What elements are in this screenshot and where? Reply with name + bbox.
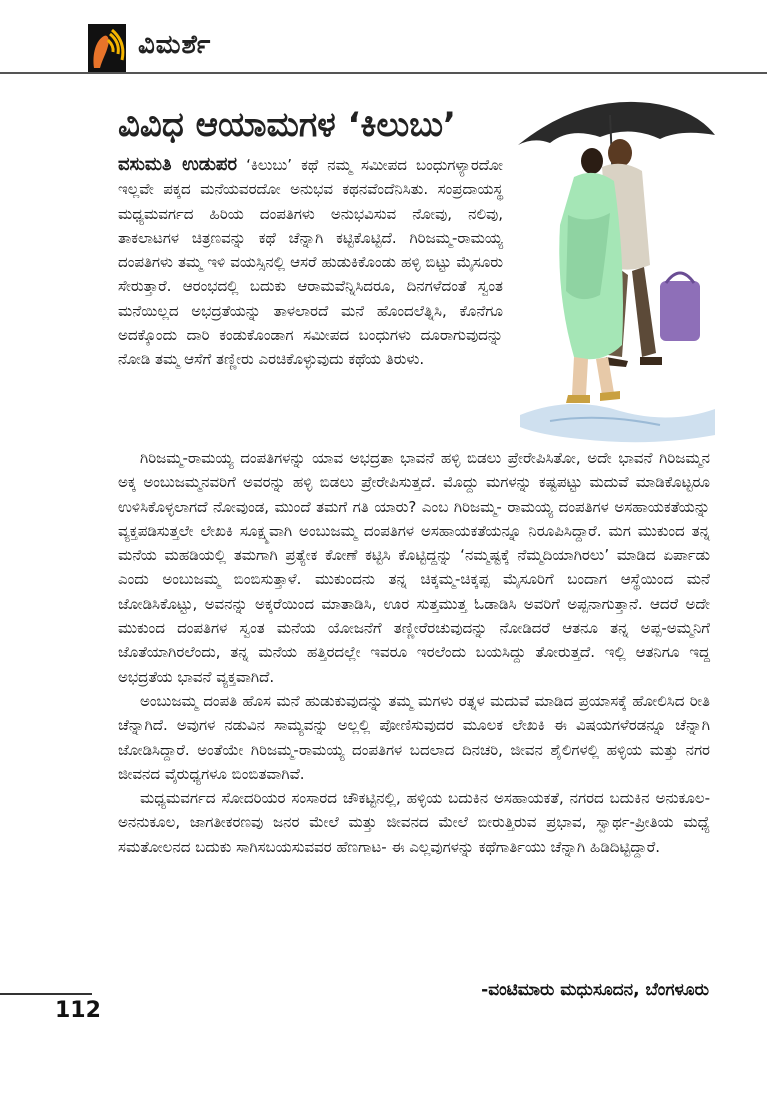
footer-divider (0, 993, 92, 995)
article-paragraph-4: ಮಧ್ಯಮವರ್ಗದ ಸೋದರಿಯರ ಸಂಸಾರದ ಚೌಕಟ್ಟಿನಲ್ಲಿ, ಹಳ್ಳಿಯ ಬದುಕಿನ ಅಸಹಾಯಕತೆ, ನಗರದ ಬದುಕಿನ ಅನುಕೂಲ-ಅನನುಕೂಲ, ಜಾಗತೀಕರಣವು ಜನರ ಮೇಲೆ ಮತ್ತು ಜೀವನದ ಮೇಲೆ ಬೀರುತ್ತಿರುವ ಪ್ರಭಾವ, ಸ್ವಾರ್ಥ-ಪ್ರೀತಿಯ ಮಧ್ಯೆ ಸಮತೋಲನದ ಬದುಕು ಸಾಗಿಸಬಯಸುವವರ ಹೆಣಗಾಟ- ಈ ಎಲ್ಲವುಗಳನ್ನು ಕಥೆಗಾರ್ತಿಯು ಚೆನ್ನಾಗಿ ಹಿಡಿದಿಟ್ಟಿದ್ದಾರೆ. (118, 789, 710, 856)
section-label: ವಿಮರ್ಶೆ (138, 30, 212, 60)
article-paragraph-2 (118, 446, 710, 689)
header-divider (0, 72, 767, 74)
article-title: ವಿವಿಧ ಆಯಾಮಗಳ ‘ಕಿಲುಬು’ (118, 105, 456, 145)
article-paragraph-1 (118, 153, 503, 372)
article-paragraph-2-start: ಗಿರಿಜಮ್ಮ-ರಾಮಯ್ಯ ದಂಪತಿಗಳನ್ನು ಯಾವ ಅಭದ್ರತಾ ಭಾವನೆ ಹಳ್ಳಿ (140, 449, 461, 467)
article-paragraph-2-text: ಬಿಡಲು ಪ್ರೇರೇಪಿಸಿತೋ, ಅದೇ ಭಾವನೆ ಗಿರಿಜಮ್ಮನ ಅಕ್ಕ ಅಂಬುಜಮ್ಮನವರಿಗೆ ಅವರನ್ನು ಹಳ್ಳಿ ಬಿಡಲು ಪ್ರೇರೇಪಿಸುತ್ತದೆ. ಮೊದ್ದು ಮಗಳನ್ನು ಕಷ್ಟಪಟ್ಟು ಮದುವೆ ಮಾಡಿಕೊಟ್ಟರೂ ಉಳಿಸಿಕೊಳ್ಳಲಾಗದೆ ನೋವುಂಡ, ಮುಂದೆ ತಮಗೆ ಗತಿ ಯಾರು? ಎಂಬ ಗಿರಿಜಮ್ಮ- ರಾಮಯ್ಯ ದಂಪತಿಗಳ ಅಸಹಾಯಕತೆಯನ್ನು ವ್ಯಕ್ತಪಡಿಸುತ್ತಲೇ ಲೇಖಕಿ ಸೂಕ್ಷ್ಮವಾಗಿ ಅಂಬುಜಮ್ಮ ದಂಪತಿಗಳ ಅಸಹಾಯಕತೆಯನ್ನೂ ನಿರೂಪಿಸಿದ್ದಾರೆ. ಮಗ ಮುಕುಂದ ತನ್ನ ಮನೆಯ ಮಹಡಿಯಲ್ಲಿ ತಮಗಾಗಿ ಪ್ರತ್ಯೇಕ ಕೋಣೆ ಕಟ್ಟಿಸಿ ಕೊಟ್ಟಿದ್ದನ್ನು ‘ನಮ್ಮಷ್ಟಕ್ಕೆ ನೆಮ್ಮದಿಯಾಗಿರಲು’ ಮಾಡಿದ ಏರ್ಪಾಡು ಎಂದು ಅಂಬುಜಮ್ಮ ಬಿಂಬಿಸುತ್ತಾಳೆ. ಮುಕುಂದನು ತನ್ನ ಚಿಕ್ಕಮ್ಮ-ಚಿಕ್ಕಪ್ಪ ಮೈಸೂರಿಗೆ ಬಂದಾಗ ಆಸ್ಥೆಯಿಂದ ಮನೆ ಜೋಡಿಸಿಕೊಟ್ಟು, ಅವನನ್ನು ಅಕ್ಕರೆಯಿಂದ ಮಾತಾಡಿಸಿ, ಊರ ಸುತ್ತಮುತ್ತ ಓಡಾಡಿಸಿ ಅವರಿಗೆ ಅಪ್ಪನಾಗುತ್ತಾನೆ. ಆದರೆ ಅದೇ ಮುಕುಂದ ದಂಪತಿಗಳ ಸ್ವಂತ ಮನೆಯ ಯೋಜನೆಗೆ ತಣ್ಣೀರೆರಚುವುದನ್ನು ನೋಡಿದರೆ ಆತನೂ ತನ್ನ ಅಪ್ಪ-ಅಮ್ಮನಿಗೆ ಜೊತೆಯಾಗಿರಲೆಂದು, ತನ್ನ ಮನೆಯ ಹತ್ತಿರದಲ್ಲೇ ಇವರೂ ಇರಲೆಂದು ಬಯಸಿದ್ದು ತೋರುತ್ತದೆ. ಇಲ್ಲಿ ಆತನಿಗೂ ಇದ್ದ ಅಭದ್ರತೆಯ ಭಾವನೆ ವ್ಯಕ್ತವಾಗಿದೆ. (118, 449, 710, 686)
article-lead: ವಸುಮತಿ ಉಡುಪರ (118, 154, 237, 175)
couple-under-umbrella-illustration (510, 95, 720, 450)
article-paragraph-1-text: ‘ಕಿಲುಬು’ ಕಥೆ ನಮ್ಮ ಸಮೀಪದ ಬಂಧುಗಳ್ಯಾರದೋ ಇಲ್ಲವೇ ಪಕ್ಕದ ಮನೆಯವರದೋ ಅನುಭವ ಕಥನವೆಂದೆನಿಸಿತು. ಸಂಪ್ರದಾಯಸ್ಥ ಮಧ್ಯಮವರ್ಗದ ಹಿರಿಯ ದಂಪತಿಗಳು ಅನುಭವಿಸುವ ನೋವು, ನಲಿವು, ತಾಕಲಾಟಗಳ ಚಿತ್ರಣವನ್ನು ಕಥೆ ಚೆನ್ನಾಗಿ ಕಟ್ಟಿಕೊಟ್ಟಿದೆ. ಗಿರಿಜಮ್ಮ-ರಾಮಯ್ಯ ದಂಪತಿಗಳು ತಮ್ಮ ಇಳಿ ವಯಸ್ಸಿನಲ್ಲಿ ಆಸರೆ ಹುಡುಕಿಕೊಂಡು ಹಳ್ಳಿ ಬಿಟ್ಟು ಮೈಸೂರು ಸೇರುತ್ತಾರೆ. ಆರಂಭದಲ್ಲಿ ಬದುಕು ಆರಾಮವೆನ್ನಿಸಿದರೂ, ದಿನಗಳೆದಂತೆ ಸ್ವಂತ ಮನೆಯಿಲ್ಲದ ಅಭದ್ರತೆಯನ್ನು ತಾಳಲಾರದೆ ಮನೆ ಹೊಂದಲೆತ್ನಿಸಿ, ಕೊನೆಗೂ ಅದಕ್ಕೊಂದು ದಾರಿ ಕಂಡುಕೊಂಡಾಗ ಸಮೀಪದ ಬಂಧುಗಳು ದೂರಾಗುವುದನ್ನು ನೋಡಿ ತಮ್ಮ ಆಸೆಗೆ ತಣ್ಣೀರು ಎರಚಿಕೊಳ್ಳುವುದು ಕಥೆಯ ತಿರುಳು. (118, 156, 503, 369)
author-signature: -ವಂಟಿಮಾರು ಮಧುಸೂದನ, ಬೆಂಗಳೂರು (481, 980, 709, 1000)
magazine-logo (88, 24, 126, 74)
page-number: 112 (55, 998, 101, 1023)
article-body-block (118, 446, 710, 859)
article-paragraph-3: ಅಂಬುಜಮ್ಮ ದಂಪತಿ ಹೊಸ ಮನೆ ಹುಡುಕುವುದನ್ನು ತಮ್ಮ ಮಗಳು ರತ್ನಳ ಮದುವೆ ಮಾಡಿದ ಪ್ರಯಾಸಕ್ಕೆ ಹೋಲಿಸಿದ ರೀತಿ ಚೆನ್ನಾಗಿದೆ. ಅವುಗಳ ನಡುವಿನ ಸಾಮ್ಯವನ್ನು ಅಲ್ಲಲ್ಲಿ ಪೋಣಿಸುವುದರ ಮೂಲಕ ಲೇಖಕಿ ಈ ವಿಷಯಗಳೆರಡನ್ನೂ ಚೆನ್ನಾಗಿ ಜೋಡಿಸಿದ್ದಾರೆ. ಅಂತೆಯೇ ಗಿರಿಜಮ್ಮ-ರಾಮಯ್ಯ ದಂಪತಿಗಳ ಬದಲಾದ ದಿನಚರಿ, ಜೀವನ ಶೈಲಿಗಳಲ್ಲಿ ಹಳ್ಳಿಯ ಮತ್ತು ನಗರ ಜೀವನದ ವೈರುಧ್ಯಗಳೂ ಬಿಂಬಿತವಾಗಿವೆ. (118, 691, 710, 783)
article-intro-block (118, 153, 503, 372)
